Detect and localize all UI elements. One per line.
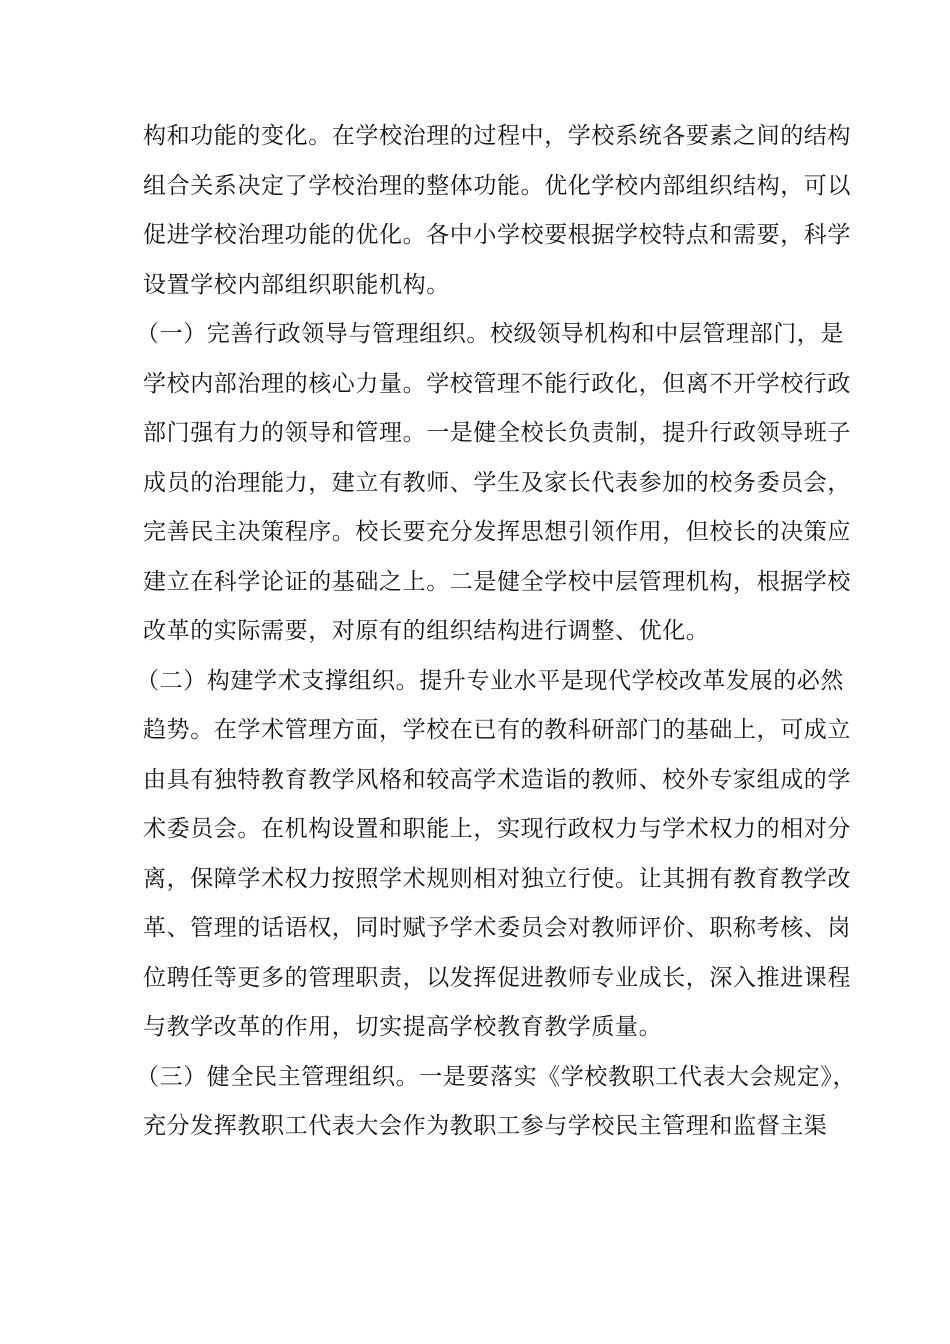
text-line: 革、管理的话语权，同时赋予学术委员会对教师评价、职称考核、岗 [143,915,851,941]
text-line: 位聘任等更多的管理职责，以发挥促进教师专业成长，深入推进课程 [143,964,851,991]
text-line: 完善民主决策程序。校长要充分发挥思想引领作用，但校长的决策应 [143,519,851,545]
text-line: 组合关系决定了学校治理的整体功能。优化学校内部组织结构，可以 [143,172,851,199]
text-line: 促进学校治理功能的优化。各中小学校要根据学校特点和需要，科学 [143,222,851,248]
text-line: 成员的治理能力，建立有教师、学生及家长代表参加的校务委员会， [143,469,851,496]
section-heading-line: （三）健全民主管理组织。一是要落实《学校教职工代表大会规定》， [136,1063,857,1090]
document-body [136,112,857,1152]
text-line: 术委员会。在机构设置和职能上，实现行政权力与学术权力的相对分 [143,816,851,842]
text-line: 构和功能的变化。在学校治理的过程中，学校系统各要素之间的结构 [143,123,851,149]
text-line: 建立在科学论证的基础之上。二是健全学校中层管理机构，根据学校 [143,568,851,595]
text-line: 设置学校内部组织职能机构。 [143,271,450,298]
text-line: 趋势。在学术管理方面，学校在已有的教科研部门的基础上，可成立 [143,717,851,743]
text-line: 充分发挥教职工代表大会作为教职工参与学校民主管理和监督主渠 [143,1113,828,1139]
text-line: 部门强有力的领导和管理。一是健全校长负责制，提升行政领导班子 [143,420,851,446]
text-line: 与教学改革的作用，切实提高学校教育教学质量。 [143,1014,663,1040]
section-heading-line: （一）完善行政领导与管理组织。校级领导机构和中层管理部门，是 [136,321,844,347]
text-line: 离，保障学术权力按照学术规则相对独立行使。让其拥有教育教学改 [143,865,851,892]
section-heading-line: （二）构建学术支撑组织。提升专业水平是现代学校改革发展的必然 [136,667,844,694]
text-line: 由具有独特教育教学风格和较高学术造诣的教师、校外专家组成的学 [143,766,851,793]
text-line: 改革的实际需要，对原有的组织结构进行调整、优化。 [143,618,710,644]
text-line: 学校内部治理的核心力量。学校管理不能行政化，但离不开学校行政 [143,370,851,397]
